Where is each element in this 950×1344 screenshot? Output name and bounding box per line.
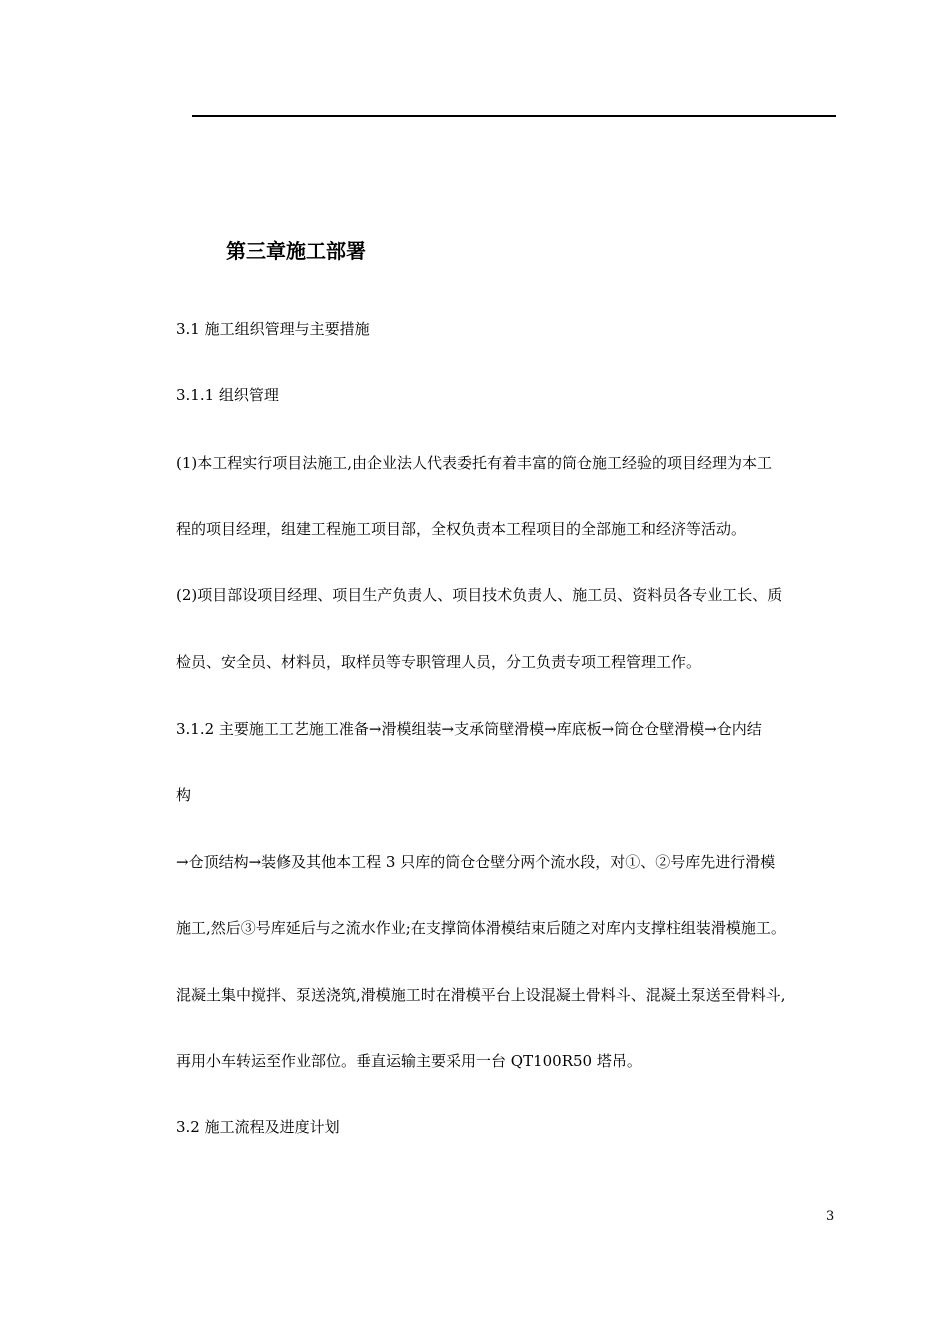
section-3-1-2-line-2: 构: [176, 786, 192, 804]
paragraph-1-line-2: 程的项目经理，组建工程施工项目部，全权负责本工程项目的全部施工和经济等活动。: [176, 520, 747, 538]
header-rule: [192, 115, 836, 117]
section-heading-3-1-1: 3.1.1 组织管理: [176, 386, 279, 404]
paragraph-1-line-1: (1)本工程实行项目法施工,由企业法人代表委托有着丰富的筒仓施工经验的项目经理为本工: [176, 454, 773, 472]
paragraph-3-line-4: 再用小车转运至作业部位。垂直运输主要采用一台 QT100R50 塔吊。: [176, 1052, 642, 1070]
paragraph-3-line-3: 混凝土集中搅拌、泵送浇筑,滑模施工时在滑模平台上设混凝土骨料斗、混凝土泵送至骨料斗,: [176, 986, 786, 1004]
paragraph-2-line-2: 检员、安全员、材料员，取样员等专职管理人员，分工负责专项工程管理工作。: [176, 653, 702, 671]
page-number: 3: [826, 1209, 835, 1224]
section-heading-3-1: 3.1 施工组织管理与主要措施: [176, 320, 370, 338]
section-3-1-2-line-1: 3.1.2 主要施工工艺施工准备→滑模组装→支承筒壁滑模→库底板→筒仓仓壁滑模→仓内结: [176, 720, 762, 738]
paragraph-2-line-1: (2)项目部设项目经理、项目生产负责人、项目技术负责人、施工员、资料员各专业工长、质: [176, 586, 783, 604]
chapter-title: 第三章施工部署: [226, 239, 366, 263]
paragraph-3-line-1: →仓顶结构→装修及其他本工程 3 只库的筒仓仓壁分两个流水段，对①、②号库先进行滑模: [176, 853, 776, 871]
paragraph-3-line-2: 施工,然后③号库延后与之流水作业;在支撑筒体滑模结束后随之对库内支撑柱组装滑模施工。: [176, 919, 786, 937]
section-heading-3-2: 3.2 施工流程及进度计划: [176, 1118, 340, 1136]
